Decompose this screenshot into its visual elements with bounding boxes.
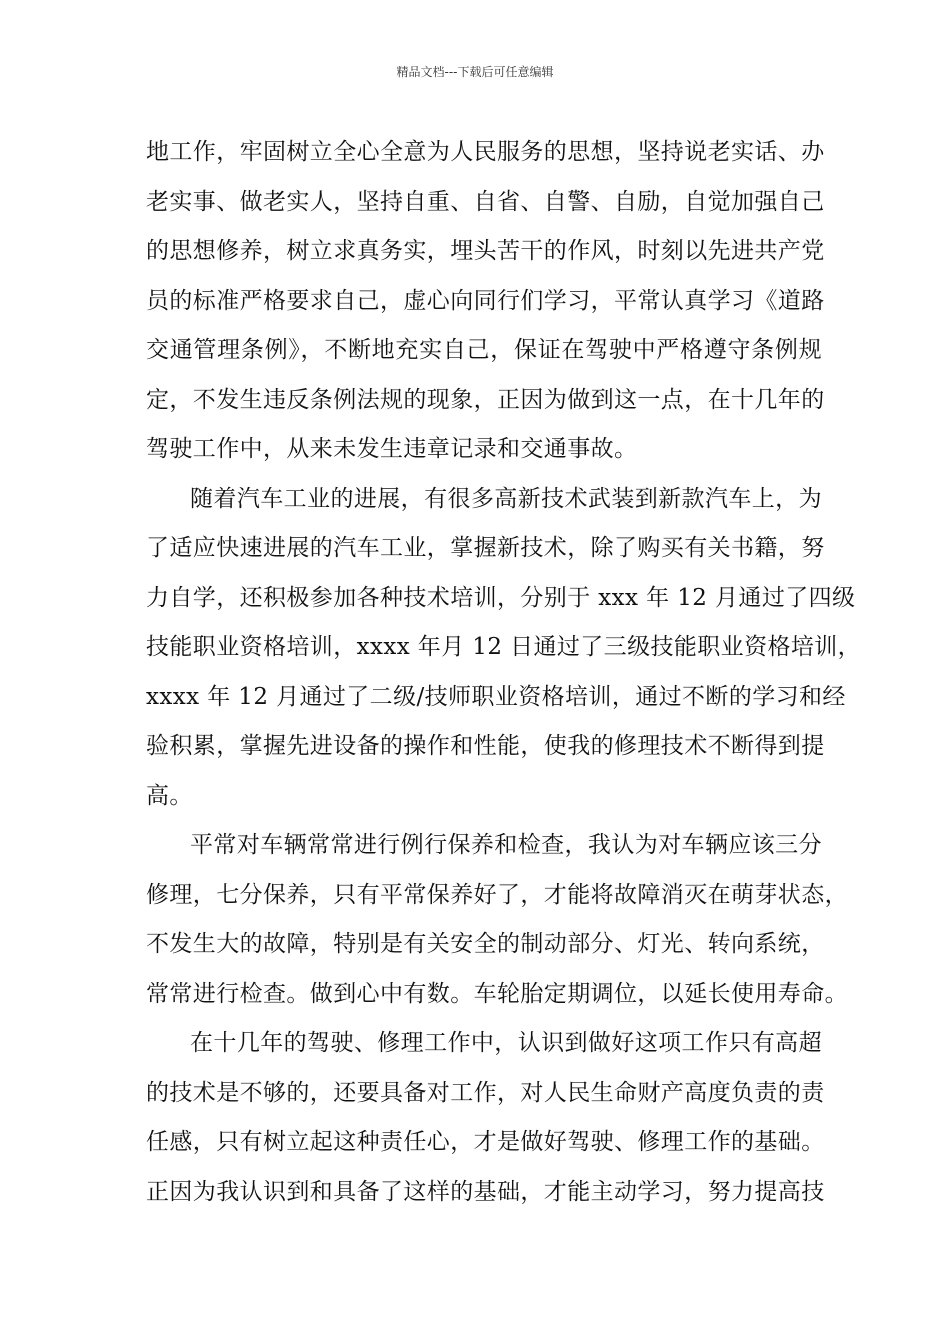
text-line: 高。 xyxy=(146,782,193,809)
paragraph-first-line: 平常对车辆常常进行例行保养和检查，我认为对车辆应该三分 xyxy=(190,832,822,858)
text-line: 了适应快速进展的汽车工业，掌握新技术，除了购买有关书籍，努 xyxy=(146,535,825,561)
text-line: 不发生大的故障，特别是有关安全的制动部分、灯光、转向系统， xyxy=(146,931,825,957)
page-header: 精品文档---下载后可任意编辑 xyxy=(396,65,554,79)
text-line: 力自学，还积极参加各种技术培训，分别于 xxx 年 12 月通过了四级 xyxy=(146,584,856,611)
text-line: 定，不发生违反条例法规的现象，正因为做到这一点，在十几年的 xyxy=(146,386,825,413)
text-line: 员的标准严格要求自己，虚心向同行们学习，平常认真学习《道路 xyxy=(146,287,825,314)
text-line: 的技术是不够的，还要具备对工作，对人民生命财产高度负责的责 xyxy=(146,1079,825,1106)
text-line: xxxx 年 12 月通过了二级/技师职业资格培训，通过不断的学习和经 xyxy=(146,683,846,710)
text-line: 老实事、做老实人，坚持自重、自省、自警、自励，自觉加强自己 xyxy=(146,188,825,215)
paragraph-first-line: 在十几年的驾驶、修理工作中，认识到做好这项工作只有高超 xyxy=(190,1030,822,1056)
text-line: 技能职业资格培训，xxxx 年月 12 日通过了三级技能职业资格培训， xyxy=(146,634,862,660)
text-line: 修理，七分保养，只有平常保养好了，才能将故障消灭在萌芽状态， xyxy=(146,881,848,908)
text-line: 正因为我认识到和具备了这样的基础，才能主动学习，努力提高技 xyxy=(146,1178,825,1205)
text-line: 地工作，牢固树立全心全意为人民服务的思想，坚持说老实话、办 xyxy=(146,139,825,165)
text-line: 交通管理条例》，不断地充实自己，保证在驾驶中严格遵守条例规 xyxy=(146,337,822,363)
text-line: 任感，只有树立起这种责任心，才是做好驾驶、修理工作的基础。 xyxy=(146,1129,825,1155)
document-body xyxy=(146,132,862,1221)
text-line: 驾驶工作中，从来未发生违章记录和交通事故。 xyxy=(146,436,638,462)
text-line: 验积累，掌握先进设备的操作和性能，使我的修理技术不断得到提 xyxy=(146,733,825,759)
text-line: 的思想修养，树立求真务实，埋头苦干的作风，时刻以先进共产党 xyxy=(146,238,825,264)
text-line: 常常进行检查。做到心中有数。车轮胎定期调位，以延长使用寿命。 xyxy=(146,980,848,1007)
paragraph-first-line: 随着汽车工业的进展，有很多高新技术武装到新款汽车上，为 xyxy=(190,485,822,512)
